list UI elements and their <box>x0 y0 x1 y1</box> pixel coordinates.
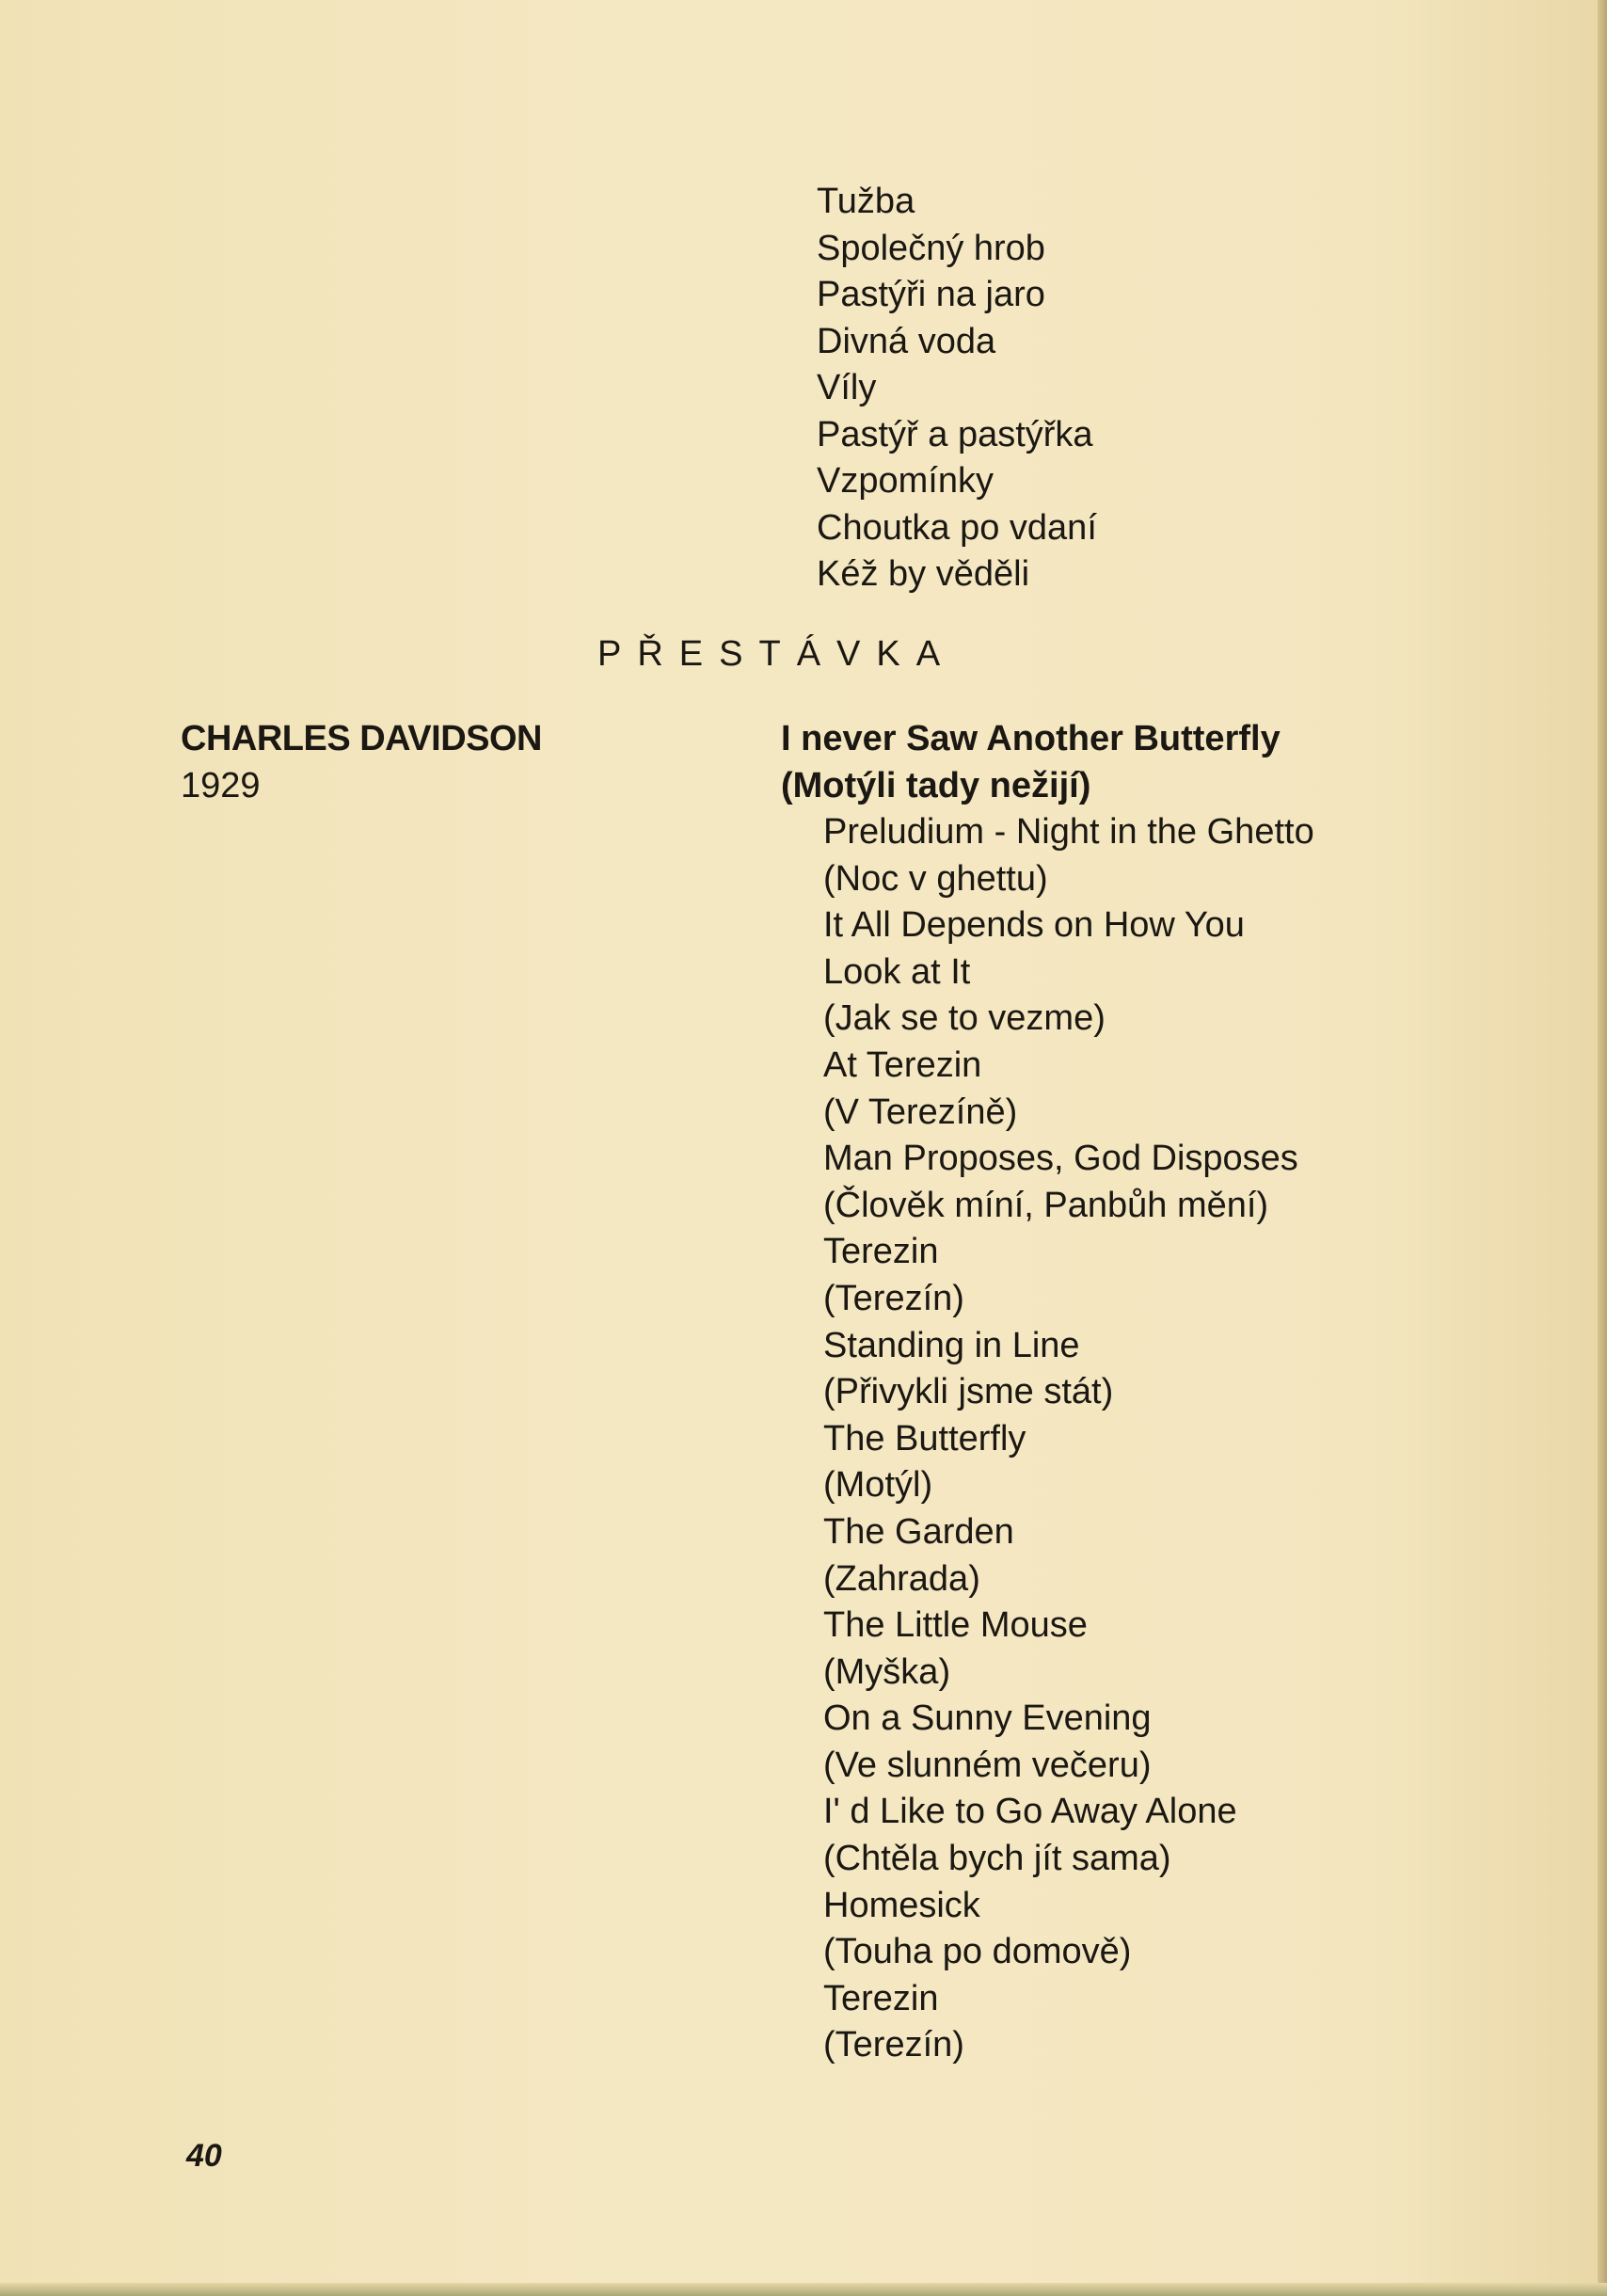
work-title-czech: (Motýli tady nežijí) <box>781 766 1091 805</box>
list-item: Pastýři na jaro <box>817 275 1045 314</box>
page-spine-edge <box>1598 0 1607 2296</box>
list-item: (Motýl) <box>823 1465 933 1506</box>
song-list-second-part <box>823 809 1314 2069</box>
list-item: (Chtěla bych jít sama) <box>823 1839 1171 1879</box>
page-bottom-edge <box>0 2283 1607 2296</box>
list-item: (Zahrada) <box>823 1558 980 1599</box>
list-item: Preludium - Night in the Ghetto <box>823 812 1314 852</box>
list-item: Choutka po vdaní <box>817 507 1097 548</box>
work-title <box>781 715 1281 809</box>
list-item: Tužba <box>817 182 915 221</box>
list-item: On a Sunny Evening <box>823 1698 1152 1739</box>
list-item: (V Terezíně) <box>823 1092 1018 1132</box>
list-item: Vzpomínky <box>817 461 994 501</box>
list-item: Terezin <box>823 1978 939 2018</box>
list-item: (Přivykli jsme stát) <box>823 1372 1114 1412</box>
list-item: It All Depends on How You <box>823 905 1245 946</box>
list-item: Man Proposes, God Disposes <box>823 1139 1298 1179</box>
intermission-heading: PŘESTÁVKA <box>597 634 957 674</box>
list-item: The Butterfly <box>823 1418 1026 1459</box>
list-item: (Noc v ghettu) <box>823 858 1048 899</box>
list-item: At Terezin <box>823 1044 982 1085</box>
list-item: Terezin <box>823 1232 939 1272</box>
list-item: Look at It <box>823 951 971 992</box>
list-item: Kéž by věděli <box>817 554 1030 594</box>
list-item: (Ve slunném večeru) <box>823 1745 1152 1785</box>
list-item: Standing in Line <box>823 1325 1080 1365</box>
list-item: Společný hrob <box>817 228 1045 268</box>
work-title-english: I never Saw Another Butterfly <box>781 719 1281 758</box>
list-item: (Jak se to vezme) <box>823 998 1106 1039</box>
page-number: 40 <box>186 2138 222 2174</box>
list-item: I' d Like to Go Away Alone <box>823 1792 1237 1832</box>
list-item: Pastýř a pastýřka <box>817 414 1093 454</box>
list-item: (Člověk míní, Panbůh mění) <box>823 1185 1269 1225</box>
list-item: (Myška) <box>823 1651 951 1692</box>
list-item: (Terezín) <box>823 1278 964 1318</box>
list-item: Víly <box>817 368 877 407</box>
list-item: (Terezín) <box>823 2025 964 2065</box>
composer-year: 1929 <box>181 766 261 805</box>
composer-name: CHARLES DAVIDSON <box>181 719 542 758</box>
list-item: The Garden <box>823 1511 1014 1552</box>
song-list-first-part <box>817 179 1097 598</box>
list-item: The Little Mouse <box>823 1605 1088 1646</box>
list-item: Homesick <box>823 1885 980 1925</box>
list-item: (Touha po domově) <box>823 1932 1132 1972</box>
composer-block <box>181 715 542 809</box>
list-item: Divná voda <box>817 321 996 361</box>
